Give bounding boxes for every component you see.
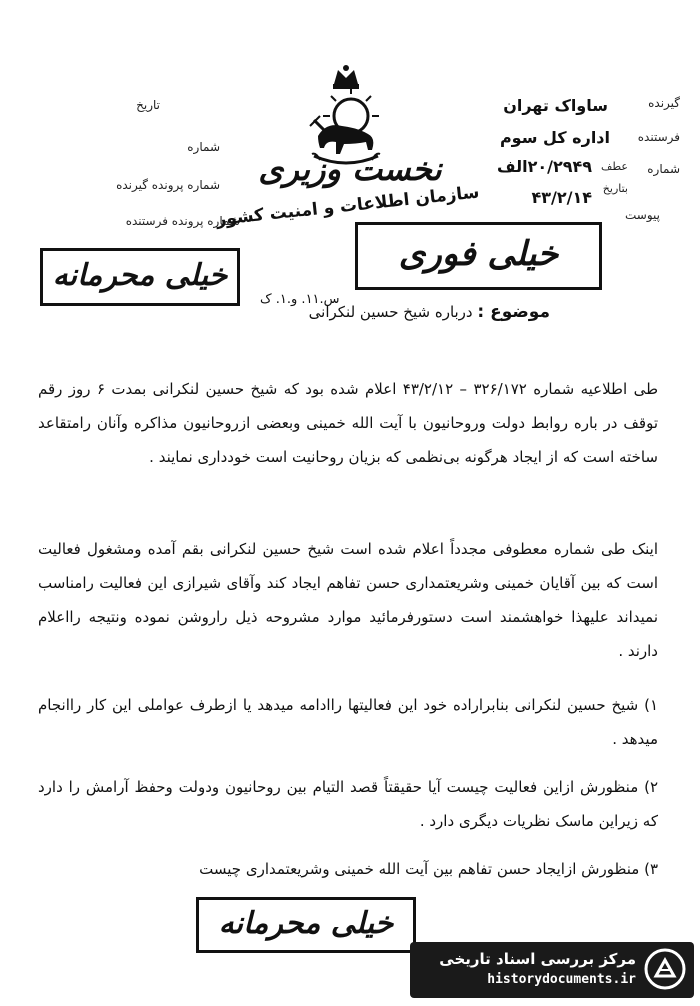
archive-name: مرکز بررسی اسناد تاریخی: [439, 950, 636, 968]
subject-value: درباره شیخ حسین لنکرانی: [308, 303, 473, 321]
reference-label: عطف: [601, 160, 628, 173]
body-paragraph-4: ۲) منظورش ازاین فعالیت چیست آیا حقیقتاً قصد التیام بین روحانیون ودولت وحفظ آرامش را دارد که زیراین ماسک نظریات دیگری دارد .: [38, 778, 658, 830]
attachment-label: پیوست: [625, 208, 660, 222]
body-paragraph-3: ۱) شیخ حسین لنکرانی بنابراراده خود این فعالیتها راادامه میدهد یا ازطرف عواملی این کار راانجام میدهد .: [38, 696, 658, 748]
date-value: ۴۳/۲/۱۴: [531, 188, 592, 207]
number-label-right: شماره: [647, 162, 680, 176]
organization-name: سازمان اطلاعات و امنیت کشور: [215, 182, 481, 230]
serial-code: س.۱۱. و.۱. ک: [260, 292, 340, 307]
recipient-value: ساواک تهران: [503, 96, 608, 115]
confidential-stamp-top: خیلی محرمانه: [40, 248, 240, 306]
archive-logo-icon: [644, 948, 686, 990]
body-paragraph-5: ۳) منظورش ازایجاد حسن تفاهم بین آیت الله خمینی وشریعتمداری چیست: [199, 860, 658, 878]
archive-watermark: [410, 942, 694, 998]
sender-label: فرستنده: [637, 130, 680, 144]
recipient-label: گیرنده: [648, 96, 680, 110]
subject-label: موضوع :: [477, 302, 550, 322]
recipient-file-label: شماره پرونده گیرنده: [116, 178, 220, 192]
sender-file-label: شماره پرونده فرستنده: [125, 214, 240, 228]
archive-url: historydocuments.ir: [487, 972, 636, 987]
number-label: شماره: [187, 140, 220, 154]
confidential-stamp-bottom: خیلی محرمانه: [196, 897, 416, 953]
body-paragraph-2: اینک طی شماره معطوفی مجدداً اعلام شده است شیخ حسین لنکرانی بقم آمده ومشغول فعالیت است که بین آقایان خمینی وشریعتمداری حسن تفاهم ایجاد کند وآقای شیرازی این فعالیت رامناسب نمیداند علیهذا خواهشمند است دستورفرمائید موارد مشروحه ذیل راروشن نموده ونتیجه رااعلام دارند .: [38, 540, 658, 660]
subject-line: [309, 302, 550, 322]
date-label: تاریخ: [136, 98, 160, 112]
prime-ministry-title: نخست وزیری: [258, 150, 442, 188]
urgent-stamp: خیلی فوری: [355, 222, 602, 290]
body-paragraph-1: طی اطلاعیه شماره ۳۲۶/۱۷۲ – ۴۳/۲/۱۲ اعلام شده بود که شیخ حسین لنکرانی بمدت ۶ روز رقم توقف در باره روابط دولت وروحانیون با آیت الله خمینی وبعضی ازروحانیون مذاکره وآنان رامتقاعد ساخته است که از ایجاد هرگونه بی‌نظمی که بزیان روحانیت است خودداری نمایند .: [38, 380, 659, 466]
date-prefix-label: بتاریخ: [602, 182, 628, 195]
sender-value: اداره کل سوم: [499, 128, 610, 147]
reference-value: ۲۰/۲۹۴۹الف: [497, 157, 592, 176]
